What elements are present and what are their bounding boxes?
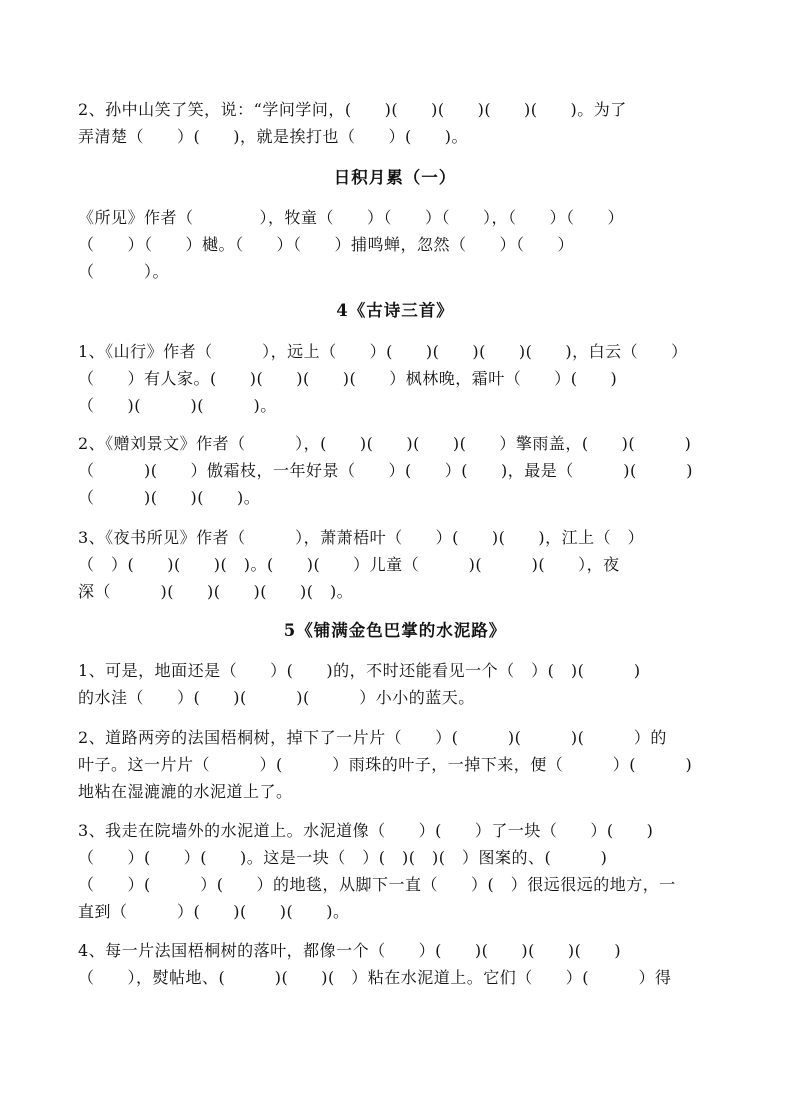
yeshu-line-3: 深（ )( )( )( )( )。 — [78, 582, 354, 601]
shuinilu-q3-line-3: （ ）( ）( ）的地毯，从脚下一直（ ）( ）很远很远的地方，一 — [78, 875, 676, 894]
shuinilu-q3-line-2: （ ）( ）( )。这是一块（ ）( )( )( ）图案的、( ) — [78, 848, 608, 867]
shuinilu-q4-line-2: （ ），熨帖地、( )( )( ）粘在水泥道上。它们（ ）( ）得 — [78, 968, 672, 987]
yeshu-line-2: （ ）( )( )( )。( )( ）儿童（ )( )( ），夜 — [78, 555, 620, 574]
shanxing-line-3: （ )( )( )。 — [78, 396, 277, 415]
shanxing-line-2: （ ）有人家。( )( )( )( ）枫林晚，霜叶（ ）( ) — [78, 369, 618, 388]
sun-zhongshan-line-2: 弄清楚（ ）( )，就是挨打也（ ）( )。 — [78, 127, 468, 146]
shuinilu-q2-line-1: 2、道路两旁的法国梧桐树，掉下了一片片（ ）( )( )( ）的 — [78, 728, 667, 747]
shuinilu-q3-line-4: 直到（ ）( )( )( )。 — [78, 902, 350, 921]
shuinilu-q2-line-3: 地粘在湿漉漉的水泥道上了。 — [78, 782, 293, 801]
shuinilu-q3-line-1: 3、我走在院墙外的水泥道上。水泥道像（ ）( ）了一块（ ）( ) — [78, 821, 654, 840]
suojian-line-3: （ ）。 — [78, 262, 170, 281]
sun-zhongshan-line-1: 2、孙中山笑了笑，说：“学问学问，( )( )( )( )( )。为了 — [78, 100, 627, 119]
shuinilu-q1-line-1: 1、可是，地面还是（ ）( )的，不时还能看见一个（ ）( )( ) — [78, 661, 641, 680]
section-heading-shuinilu: 5《铺满金色巴掌的水泥路》 — [283, 621, 507, 640]
zengliu-line-1: 2、《赠刘景文》作者（ ），( )( )( )( ）擎雨盖，( )( ) — [78, 434, 692, 453]
yeshu-line-1: 3、《夜书所见》作者（ ），萧萧梧叶（ ）( )( )，江上（ ） — [78, 528, 645, 547]
zengliu-line-3: （ )( )( )。 — [78, 488, 261, 507]
shuinilu-q1-line-2: 的水洼（ ）( )( )( ）小小的蓝天。 — [78, 688, 475, 707]
zengliu-line-2: （ )( ）傲霜枝，一年好景（ ）( ）( )，最是（ )( ) — [78, 461, 693, 480]
shuinilu-q4-line-1: 4、每一片法国梧桐树的落叶，都像一个（ ）( )( )( )( ) — [78, 941, 622, 960]
shuinilu-q2-line-2: 叶子。这一片片（ ）( ）雨珠的叶子，一掉下来，便（ ）( ) — [78, 755, 693, 774]
suojian-line-1: 《所见》作者（ ），牧童（ ）（ ）（ ），（ ）（ ） — [78, 208, 625, 227]
shanxing-line-1: 1、《山行》作者（ ），远上（ ）( )( )( )( )，白云（ ） — [78, 342, 688, 361]
section-heading-rijiyuelei: 日积月累（一） — [333, 168, 457, 187]
suojian-line-2: （ ）（ ）樾。（ ）（ ）捕鸣蝉，忽然（ ）（ ） — [78, 235, 575, 254]
section-heading-gushi-sanshou: 4《古诗三首》 — [336, 301, 454, 320]
